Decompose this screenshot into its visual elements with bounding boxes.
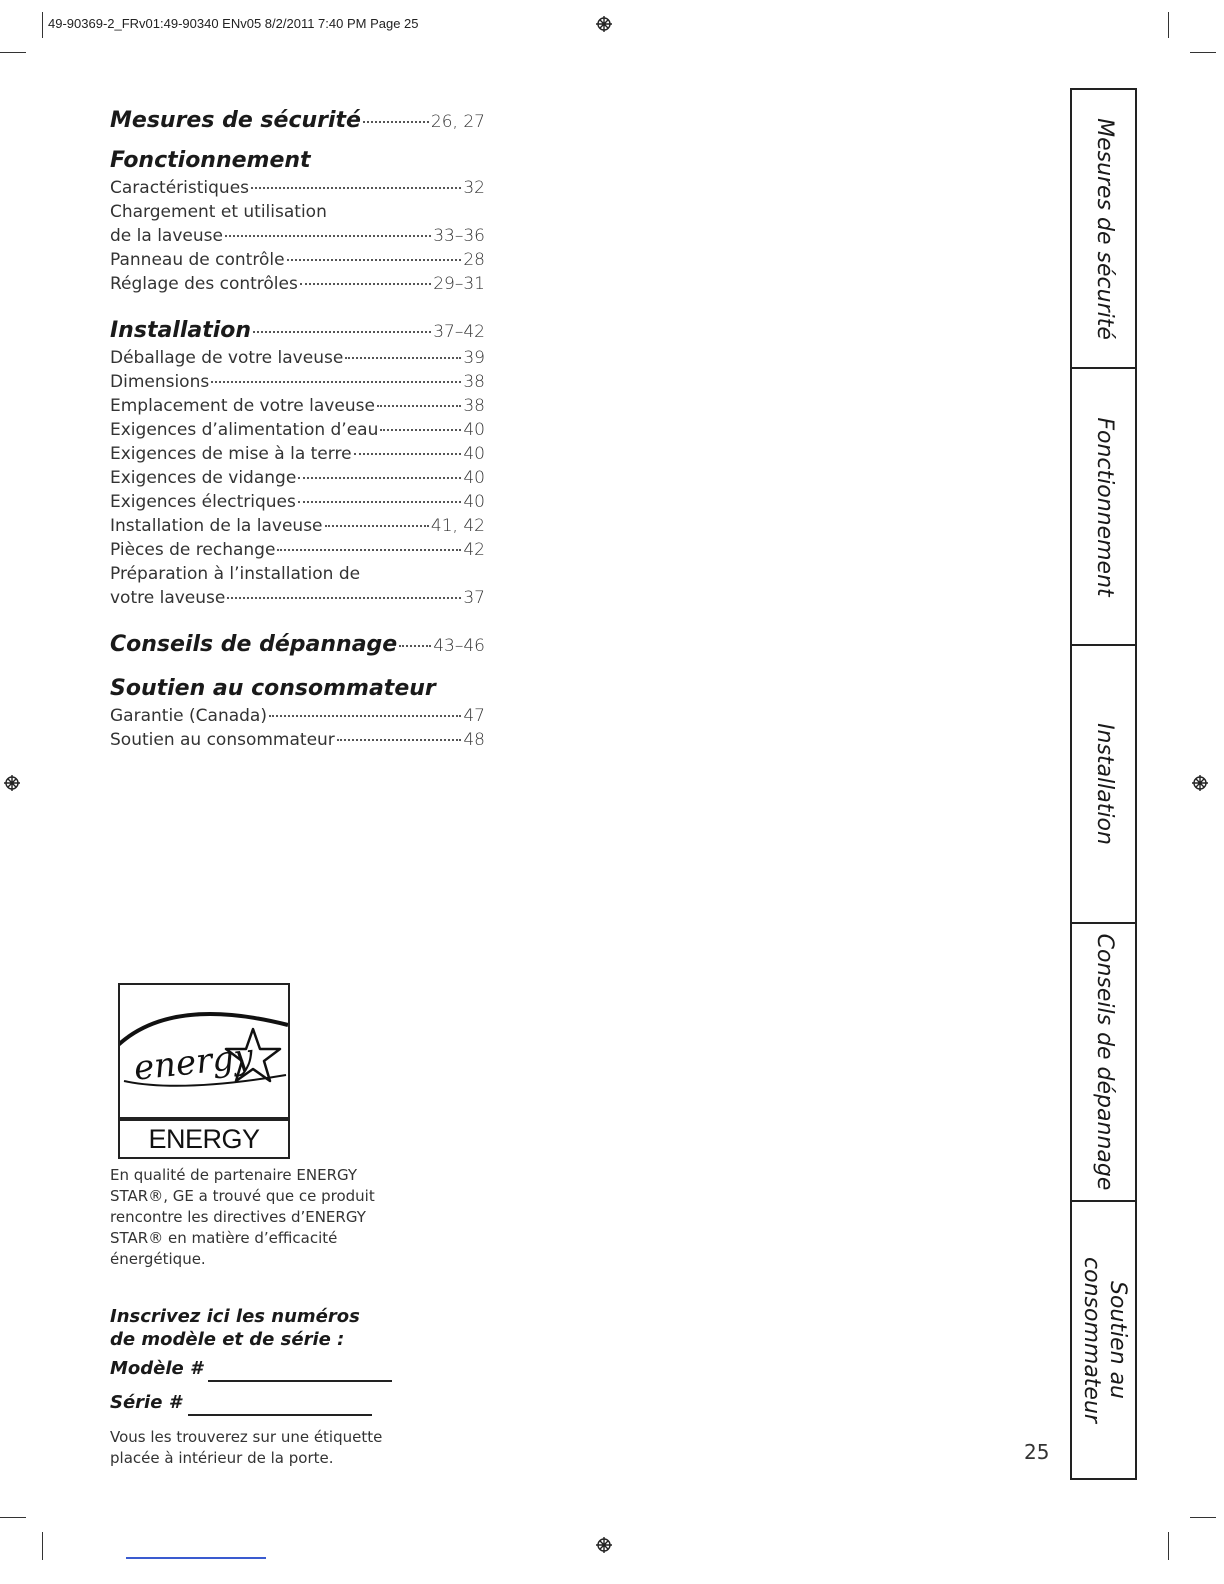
- side-tab-label: Conseils de dépannage: [1091, 933, 1117, 1191]
- toc-entry[interactable]: [110, 248, 485, 272]
- dot-leader: [377, 405, 461, 407]
- toc-page-ref: 38: [463, 396, 485, 416]
- toc-section-title: Installation: [110, 318, 252, 343]
- toc-entry[interactable]: [110, 370, 485, 394]
- side-tabs: [1070, 88, 1137, 1480]
- dot-leader: [211, 381, 461, 383]
- toc-entry-label: Exigences de vidange: [110, 468, 297, 488]
- side-tab-securite[interactable]: [1072, 90, 1135, 369]
- toc-heading-row[interactable]: [110, 316, 485, 346]
- toc-entry[interactable]: [110, 224, 485, 248]
- toc-section-fonctionnement: [110, 146, 485, 296]
- crop-mark: [1190, 1517, 1216, 1518]
- dot-leader: [345, 357, 461, 359]
- toc-page-ref: 39: [463, 348, 485, 368]
- toc-page-ref: 40: [463, 468, 485, 488]
- toc-page-ref: 47: [463, 706, 485, 726]
- toc-heading-row[interactable]: [110, 106, 485, 136]
- side-tab-fonctionnement[interactable]: [1072, 369, 1135, 646]
- crop-mark: [0, 1517, 26, 1518]
- toc-page-ref: 37–42: [433, 322, 485, 342]
- toc-entry-label: Exigences électriques: [110, 492, 296, 512]
- crop-mark: [0, 52, 26, 53]
- toc-page-ref: 28: [463, 250, 485, 270]
- side-tab-label-line: consommateur: [1078, 1257, 1104, 1423]
- serial-number-field[interactable]: [110, 1392, 181, 1413]
- toc-entry[interactable]: [110, 394, 485, 418]
- energy-star-text: En qualité de partenaire ENERGY STAR®, GE a trouvé que ce produit rencontre les directives d’ENERGY STAR® en matière d’efficacité énergétique.: [110, 1166, 375, 1268]
- toc-entry[interactable]: [110, 346, 485, 370]
- dot-leader: [298, 501, 461, 503]
- registration-note: Vous les trouverez sur une étiquette placée à intérieur de la porte.: [110, 1428, 383, 1467]
- toc-entry-label: Garantie (Canada): [110, 706, 267, 726]
- dot-leader: [253, 331, 431, 333]
- side-tab-label: Mesures de sécurité: [1091, 117, 1117, 340]
- dot-leader: [287, 259, 462, 261]
- dot-leader: [380, 429, 461, 431]
- toc-entry[interactable]: [110, 176, 485, 200]
- bottom-rule: [126, 1557, 266, 1559]
- side-tab-label: Fonctionnement: [1091, 416, 1117, 597]
- toc-page-ref: 40: [463, 420, 485, 440]
- toc-entry-label: Déballage de votre laveuse: [110, 348, 344, 368]
- dot-leader: [227, 597, 461, 599]
- model-number-field[interactable]: [110, 1358, 203, 1379]
- energy-star-icon: [120, 985, 288, 1117]
- toc-entry[interactable]: [110, 466, 485, 490]
- toc-entry[interactable]: [110, 272, 485, 296]
- toc-section-title: Soutien au consommateur: [110, 676, 436, 701]
- toc-entry-label: Réglage des contrôles: [110, 274, 298, 294]
- registration-title-line: de modèle et de série :: [110, 1329, 345, 1350]
- serial-number-line[interactable]: [188, 1414, 372, 1416]
- energy-star-label: ENERGY: [120, 1117, 288, 1157]
- toc-page-ref: 33–36: [433, 226, 485, 246]
- toc-page-ref: 40: [463, 492, 485, 512]
- side-tab-label-line: Soutien au: [1104, 1280, 1130, 1400]
- print-header: 49-90369-2_FRv01:49-90340 ENv05 8/2/2011 7:40 PM Page 25: [48, 16, 419, 31]
- toc-page-ref: 41, 42: [430, 516, 485, 536]
- toc-entry-label: Caractéristiques: [110, 178, 250, 198]
- side-tab-soutien[interactable]: [1072, 1202, 1135, 1478]
- dot-leader: [277, 549, 461, 551]
- toc-entry[interactable]: [110, 704, 485, 728]
- toc-entry-label: Exigences de mise à la terre: [110, 444, 352, 464]
- toc-entry[interactable]: [110, 538, 485, 562]
- crop-mark: [42, 12, 43, 38]
- toc-page-ref: 40: [463, 444, 485, 464]
- model-number-label: Modèle #: [110, 1358, 203, 1379]
- dot-leader: [269, 715, 461, 717]
- registration-mark-icon: [596, 16, 612, 32]
- toc-entry-label: Pièces de rechange: [110, 540, 276, 560]
- registration-mark-icon: [4, 775, 20, 791]
- toc-entry[interactable]: [110, 490, 485, 514]
- toc-heading-row[interactable]: [110, 630, 485, 660]
- toc-page-ref: 38: [463, 372, 485, 392]
- toc-entry-label: Dimensions: [110, 372, 210, 392]
- toc-entry-label: de la laveuse: [110, 226, 223, 246]
- page-number: 25: [1024, 1440, 1050, 1464]
- registration-title: [110, 1305, 360, 1351]
- toc-page-ref: 42: [463, 540, 485, 560]
- toc-section-title: Fonctionnement: [110, 148, 311, 173]
- toc-entry-label: Soutien au consommateur: [110, 730, 335, 750]
- toc-section-depannage: [110, 630, 485, 660]
- serial-number-label: Série #: [110, 1392, 182, 1413]
- dot-leader: [399, 645, 431, 647]
- toc-section-title: Conseils de dépannage: [110, 632, 398, 657]
- energy-star-logo: [118, 983, 290, 1159]
- crop-mark: [1168, 12, 1169, 38]
- toc-section-title: Mesures de sécurité: [110, 108, 361, 133]
- side-tab-depannage[interactable]: [1072, 924, 1135, 1202]
- toc-page-ref: 43–46: [433, 636, 485, 656]
- crop-mark: [1190, 52, 1216, 53]
- crop-mark: [42, 1532, 43, 1560]
- toc-entry[interactable]: [110, 442, 485, 466]
- toc-entry[interactable]: [110, 514, 485, 538]
- dot-leader: [325, 525, 429, 527]
- dot-leader: [354, 453, 462, 455]
- crop-mark: [1168, 1532, 1169, 1560]
- dot-leader: [225, 235, 431, 237]
- toc-entry-label: votre laveuse: [110, 588, 226, 608]
- side-tab-label: [1078, 1257, 1130, 1423]
- dot-leader: [300, 283, 431, 285]
- toc-entry[interactable]: [110, 586, 485, 610]
- toc-entry: Chargement et utilisation: [110, 202, 327, 222]
- toc-entry-label: Emplacement de votre laveuse: [110, 396, 375, 416]
- table-of-contents: [110, 106, 485, 762]
- dot-leader: [337, 739, 462, 741]
- toc-entry: Préparation à l’installation de: [110, 564, 361, 584]
- toc-page-ref: 32: [463, 178, 485, 198]
- toc-page-ref: 26, 27: [430, 112, 485, 132]
- dot-leader: [298, 477, 461, 479]
- toc-page-ref: 29–31: [433, 274, 485, 294]
- dot-leader: [363, 121, 429, 123]
- registration-title-line: Inscrivez ici les numéros: [110, 1306, 360, 1327]
- toc-entry-label: Panneau de contrôle: [110, 250, 285, 270]
- side-tab-installation[interactable]: [1072, 646, 1135, 924]
- registration-mark-icon: [596, 1537, 612, 1553]
- toc-section-soutien: [110, 674, 485, 752]
- toc-page-ref: 37: [463, 588, 485, 608]
- model-number-line[interactable]: [208, 1380, 392, 1382]
- toc-entry[interactable]: [110, 728, 485, 752]
- toc-entry-label: Exigences d’alimentation d’eau: [110, 420, 379, 440]
- toc-entry-label: Installation de la laveuse: [110, 516, 323, 536]
- registration-mark-icon: [1192, 775, 1208, 791]
- toc-entry[interactable]: [110, 418, 485, 442]
- dot-leader: [251, 187, 461, 189]
- side-tab-label: Installation: [1091, 723, 1117, 845]
- toc-section-securite: [110, 106, 485, 136]
- energy-star-script: energy: [132, 1036, 255, 1089]
- toc-section-installation: [110, 316, 485, 610]
- toc-page-ref: 48: [463, 730, 485, 750]
